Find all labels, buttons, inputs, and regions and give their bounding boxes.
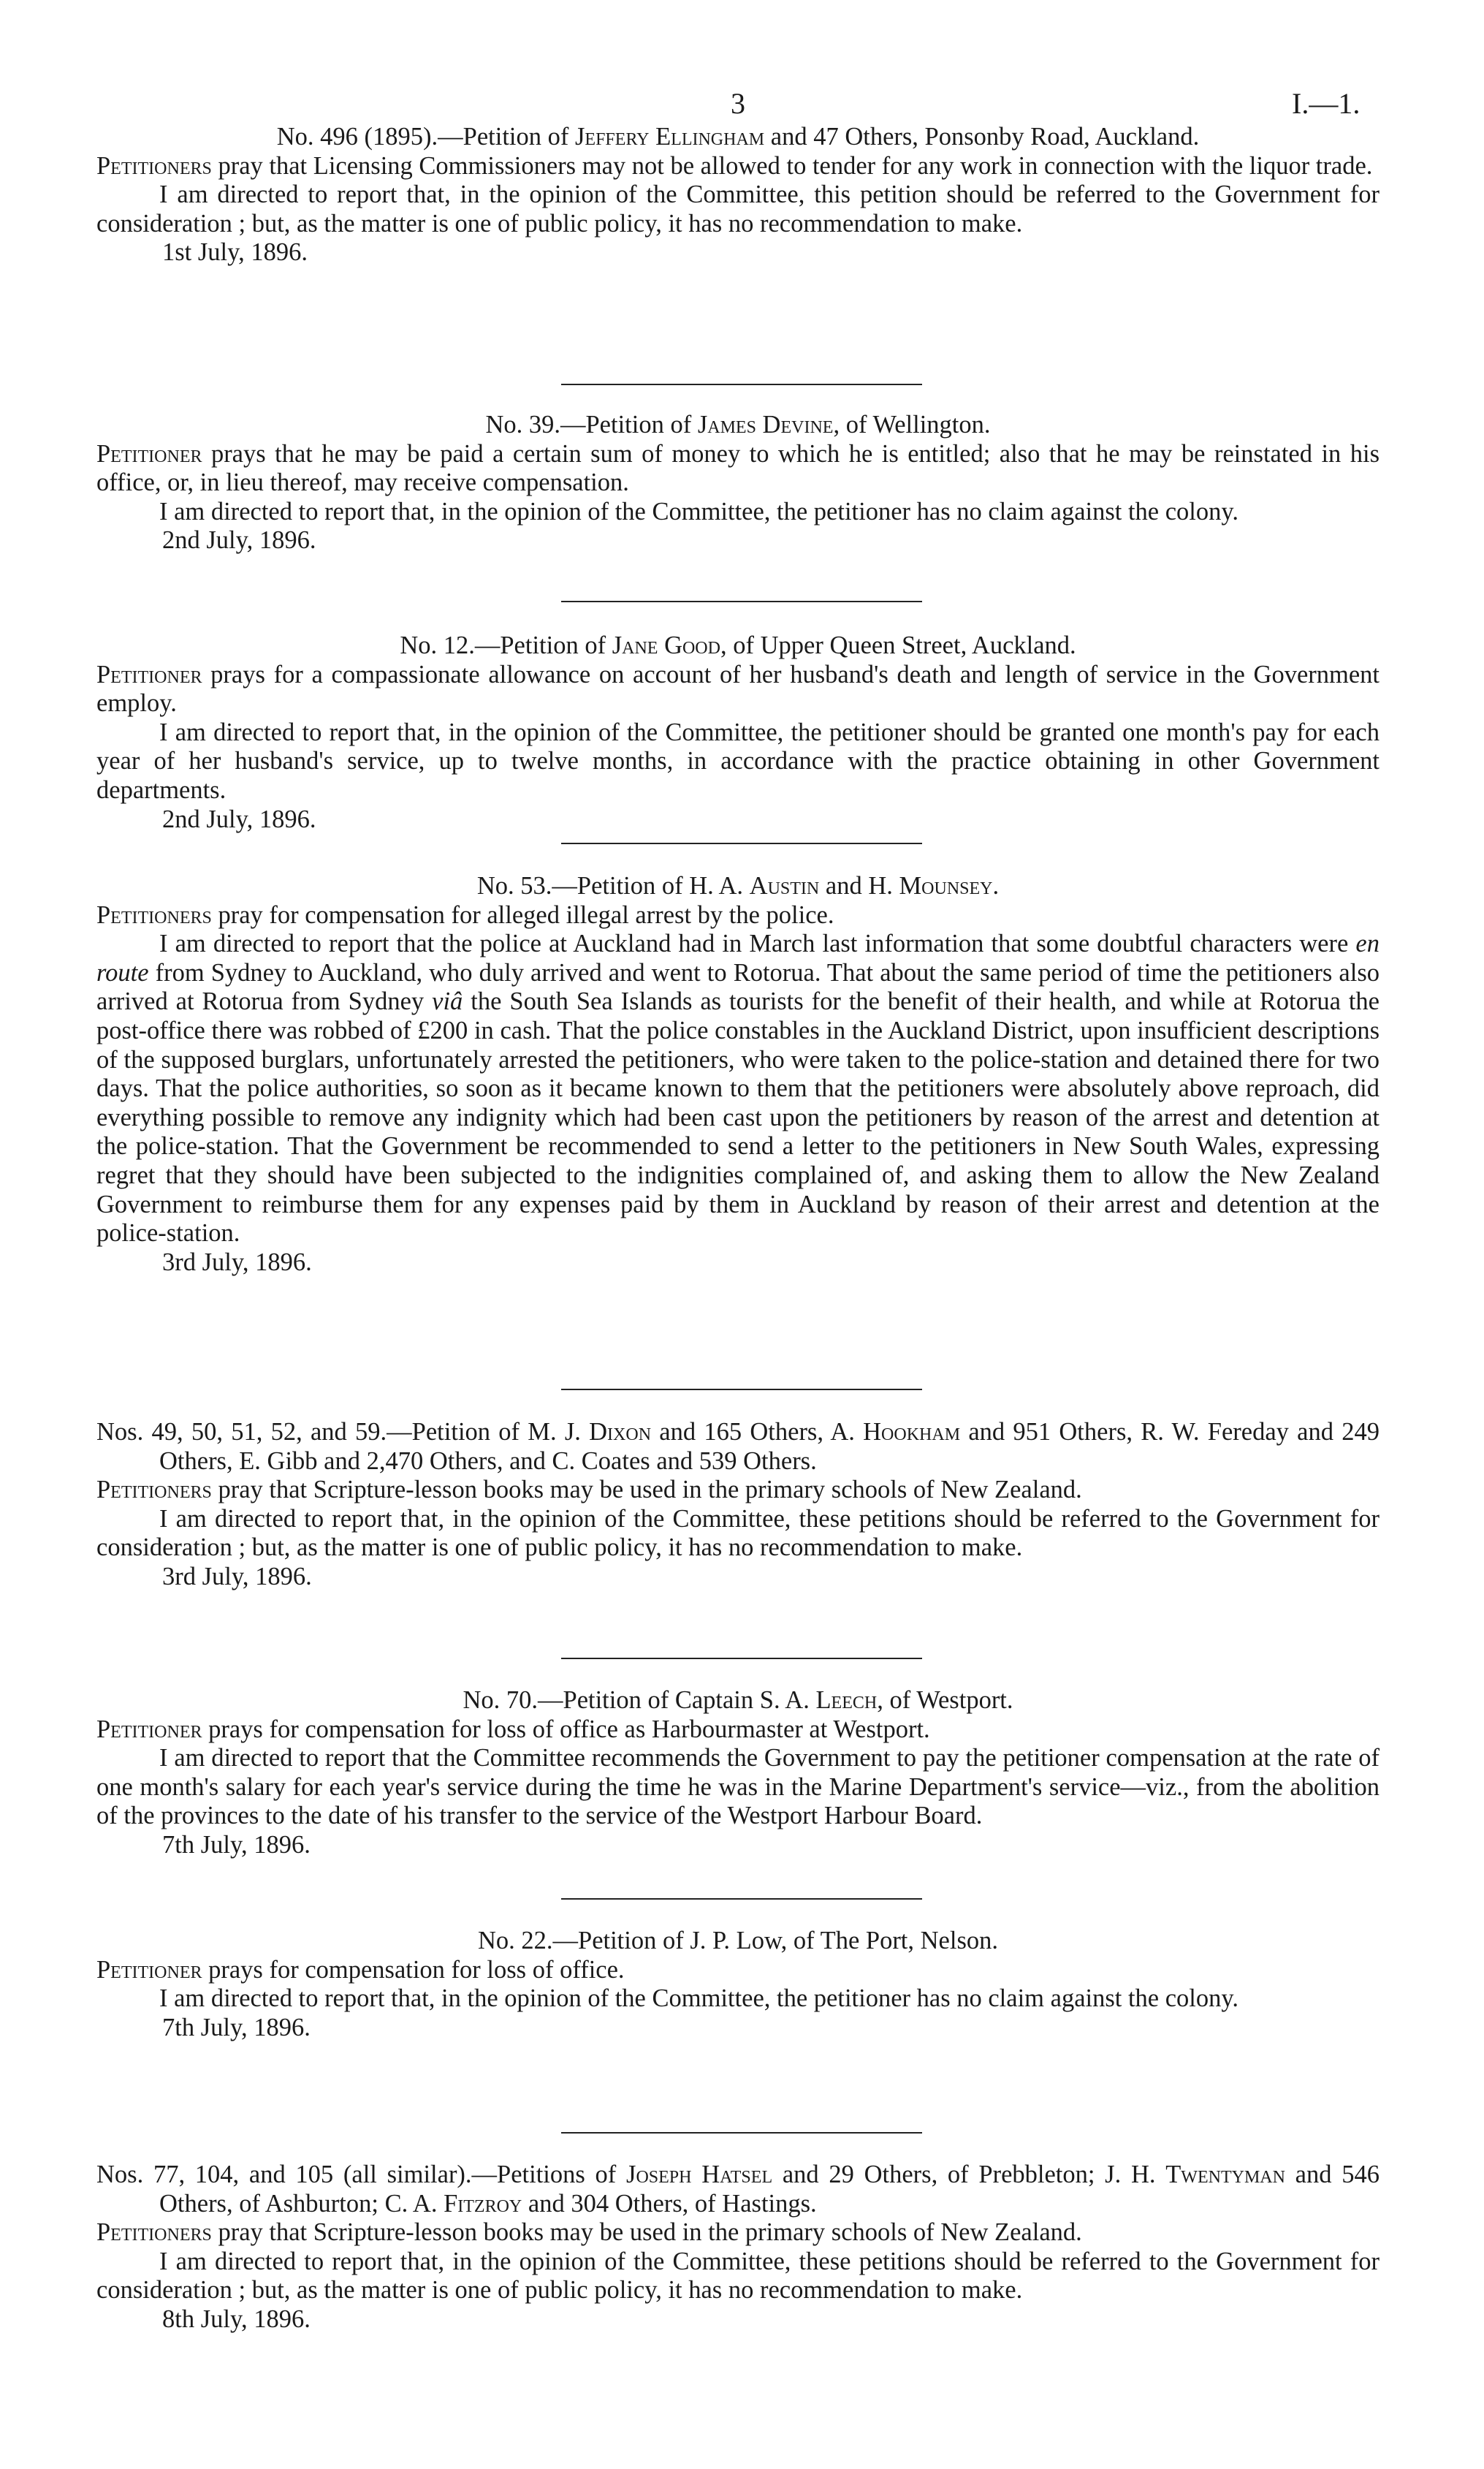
petition-section: [96, 2161, 1380, 2335]
page-number: 3: [731, 87, 745, 120]
text-run: prays that he may be paid a certain sum of money to which he is entitled; also that he may be reinstated in his office, or, in lieu thereof, may receive compensation.: [96, 439, 1380, 497]
report-date: 7th July, 1896.: [162, 2013, 311, 2041]
text-run: , of Westport.: [877, 1686, 1013, 1714]
report-date: 3rd July, 1896.: [162, 1248, 312, 1276]
text-run: I am directed to report that, in the opinion of the Committee, these petitions should be referred to the Government for consideration ; but, as the matter is one of public policy, it has no recommendation to make.: [96, 1504, 1380, 1562]
committee-report: [96, 2248, 1380, 2305]
section-divider: [561, 2132, 922, 2134]
name-smallcaps: Fitzroy: [444, 2189, 522, 2218]
petition-heading: [96, 1927, 1380, 1956]
text-run: and 304 Others, of Hastings.: [522, 2189, 817, 2218]
name-smallcaps: Petitioners: [96, 151, 212, 180]
name-smallcaps: Petitioner: [96, 660, 202, 689]
petition-prayer: [96, 152, 1380, 181]
text-run: from Sydney to Auckland, who duly arrived and went to Rotorua. That about the same period of time the petitioners also arrived at Rotorua from Sydney: [96, 958, 1380, 1016]
text-run: , of Wellington.: [833, 411, 991, 439]
petition-heading: [96, 1418, 1380, 1476]
text-run: prays for a compassionate allowance on account of her husband's death and length of service in the Government employ.: [96, 660, 1380, 718]
name-smallcaps: Petitioners: [96, 1476, 212, 1504]
petition-section: [96, 632, 1380, 834]
petition-section: [96, 1418, 1380, 1592]
text-run: pray that Licensing Commissioners may not be allowed to tender for any work in connection with the liquor trade.: [211, 151, 1373, 180]
text-run: and 47 Others, Ponsonby Road, Auckland.: [764, 123, 1200, 151]
petition-section: [96, 1927, 1380, 2042]
petition-prayer: [96, 2218, 1380, 2248]
text-run: No. 53.—Petition of H. A.: [476, 872, 750, 900]
text-run: and H.: [819, 872, 899, 900]
name-smallcaps: Jane Good: [612, 632, 720, 659]
petition-section: [96, 1686, 1380, 1860]
section-divider: [561, 601, 922, 602]
name-smallcaps: Dixon: [589, 1418, 652, 1446]
petition-section: [96, 411, 1380, 555]
petition-section: [96, 123, 1380, 268]
text-run: the South Sea Islands as tourists for the benefit of their health, and while at Rotorua the post-office there was robbed of £200 in cash. That the police constables in the Auckland District, upon insufficient descriptions of the supposed burglars, unfortunately arrested the petitioners, who were taken to the police-station and detained there for two days. That the police authorities, so soon as it became known to them that the petitioners were absolutely above reproach, did everything possible to remove any indignity which had been cast upon the petitioners by reason of the arrest and detention at the police-station. That the Government be recommended to send a letter to the petitioners in New South Wales, expressing regret that they should have been subjected to the indignities complained of, and asking them to allow the New Zealand Government to reimburse them for any expenses paid by them in Auckland by reason of their arrest and detention at the police-station.: [96, 987, 1380, 1248]
text-run: , of Upper Queen Street, Auckland.: [720, 632, 1076, 659]
text-run: prays for compensation for loss of office as Harbourmaster at Westport.: [202, 1715, 930, 1743]
text-run: I am directed to report that, in the opinion of the Committee, these petitions should be referred to the Government for consideration ; but, as the matter is one of public policy, it has no recommendation to make.: [96, 2247, 1380, 2305]
name-smallcaps: Petitioners: [96, 2218, 212, 2247]
committee-report: [96, 181, 1380, 238]
name-smallcaps: Mounsey: [899, 872, 993, 900]
text-run: pray that Scripture-lesson books may be used in the primary schools of New Zealand.: [211, 1476, 1082, 1504]
committee-report: [96, 1984, 1380, 2014]
name-smallcaps: Austin: [749, 872, 820, 900]
committee-report: [96, 930, 1380, 1248]
text-run: and 951 Others, R. W. Fereday and 249 Others, E. Gibb and 2,470 Others, and C. Coates and 539 Others.: [159, 1418, 1380, 1475]
italic-text: en route: [96, 930, 1380, 987]
name-smallcaps: Petitioner: [96, 439, 202, 468]
petition-heading: [96, 123, 1380, 152]
section-divider: [561, 1389, 922, 1390]
text-run: pray that Scripture-lesson books may be used in the primary schools of New Zealand.: [211, 2218, 1082, 2247]
petition-section: [96, 872, 1380, 1277]
name-smallcaps: James Devine: [697, 411, 834, 439]
text-run: Nos. 49, 50, 51, 52, and 59.—Petition of M. J.: [96, 1418, 590, 1446]
petition-prayer: [96, 901, 1380, 930]
text-run: No. 70.—Petition of Captain S. A.: [463, 1686, 816, 1714]
report-date: 2nd July, 1896.: [162, 526, 316, 555]
section-divider: [561, 1898, 922, 1900]
text-run: I am directed to report that, in the opinion of the Committee, the petitioner should be granted one month's pay for each year of her husband's service, up to twelve months, in accordance with the practice obtaining in other Government departments.: [96, 718, 1380, 804]
text-run: and 546 Others, of Ashburton; C. A.: [159, 2161, 1380, 2218]
report-date: 1st July, 1896.: [162, 238, 308, 267]
report-date: 7th July, 1896.: [162, 1830, 311, 1859]
text-run: and 165 Others, A.: [651, 1418, 864, 1446]
report-date: 3rd July, 1896.: [162, 1562, 312, 1590]
petition-heading: [96, 1686, 1380, 1715]
text-run: No. 39.—Petition of: [485, 411, 698, 439]
name-smallcaps: Joseph Hatsel: [626, 2161, 773, 2188]
text-run: Nos. 77, 104, and 105 (all similar).—Petitions of: [96, 2161, 627, 2188]
section-divider: [561, 843, 922, 844]
text-run: I am directed to report that the police at Auckland had in March last information that some doubtful characters were: [159, 930, 1356, 958]
report-date: 2nd July, 1896.: [162, 805, 316, 833]
petition-heading: [96, 872, 1380, 901]
name-smallcaps: Jeffery Ellingham: [575, 123, 765, 151]
text-run: .: [992, 872, 1000, 900]
petition-prayer: [96, 440, 1380, 498]
text-run: No. 22.—Petition of J. P. Low, of The Port, Nelson.: [477, 1927, 999, 1954]
name-smallcaps: Hookham: [863, 1418, 961, 1446]
petition-prayer: [96, 1956, 1380, 1985]
section-divider: [561, 384, 922, 385]
petition-prayer: [96, 1715, 1380, 1745]
section-divider: [561, 1658, 922, 1659]
document-reference: I.—1.: [1292, 87, 1361, 120]
petition-prayer: [96, 661, 1380, 718]
text-run: I am directed to report that, in the opinion of the Committee, the petitioner has no claim against the colony.: [159, 1984, 1239, 2013]
text-run: No. 496 (1895).—Petition of: [276, 123, 575, 151]
text-run: prays for compensation for loss of office.: [202, 1955, 625, 1984]
name-smallcaps: Twentyman: [1165, 2161, 1285, 2188]
text-run: No. 12.—Petition of: [400, 632, 612, 659]
petition-prayer: [96, 1476, 1380, 1505]
committee-report: [96, 1744, 1380, 1831]
name-smallcaps: Petitioners: [96, 900, 212, 929]
text-run: I am directed to report that the Committee recommends the Government to pay the petitioner compensation at the rate of one month's salary for each year's service during the time he was in the Marine Department's service—viz., from the abolition of the provinces to the date of his transfer to the service of the Westport Harbour Board.: [96, 1744, 1380, 1830]
committee-report: [96, 498, 1380, 527]
petition-heading: [96, 411, 1380, 440]
report-date: 8th July, 1896.: [162, 2305, 311, 2333]
name-smallcaps: Petitioner: [96, 1955, 202, 1984]
name-smallcaps: Leech: [815, 1686, 878, 1714]
text-run: pray for compensation for alleged illegal arrest by the police.: [211, 900, 834, 929]
text-run: and 29 Others, of Prebbleton; J. H.: [772, 2161, 1166, 2188]
committee-report: [96, 1505, 1380, 1563]
petition-heading: [96, 2161, 1380, 2218]
italic-text: viâ: [432, 987, 463, 1016]
petition-heading: [96, 632, 1380, 661]
name-smallcaps: Petitioner: [96, 1715, 202, 1743]
text-run: I am directed to report that, in the opinion of the Committee, this petition should be referred to the Government for consideration ; but, as the matter is one of public policy, it has no recommendation to make.: [96, 181, 1380, 238]
committee-report: [96, 718, 1380, 805]
text-run: I am directed to report that, in the opinion of the Committee, the petitioner has no claim against the colony.: [159, 497, 1239, 526]
